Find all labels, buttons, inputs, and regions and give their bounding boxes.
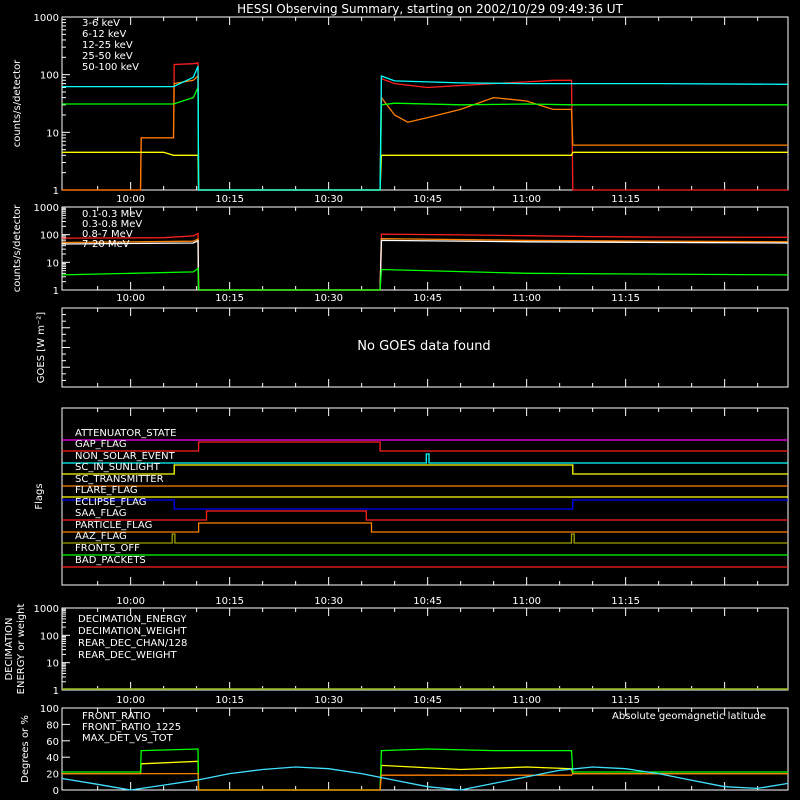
ratio-ylabel: Degrees or % [20,715,31,783]
flag-line-AAZ_FLAG [62,534,788,543]
legend-0.3-0.8MeV: 0.3-0.8 MeV [82,219,143,230]
y-tick-label: 10 [46,128,59,140]
flag-label-PARTICLE_FLAG: PARTICLE_FLAG [75,520,153,531]
y-tick-label: 10 [46,258,59,270]
flags-time-label: 10:15 [215,596,245,607]
decimation-time-label: 10:00 [116,695,146,706]
flag-label-NON_SOLAR_EVENT: NON_SOLAR_EVENT [75,451,175,462]
legend-0.8-7MeV: 0.8-7 MeV [82,229,133,240]
flags-time-label: 10:30 [314,596,344,607]
y-tick-label: 100 [39,230,59,242]
series-line-12-25keV [62,152,788,190]
flag-label-FLARE_FLAG: FLARE_FLAG [75,485,138,496]
series-line-7-20MeV [62,269,788,291]
lightcurve-time-label: 10:30 [314,194,344,205]
legend-DECIMATION_ENERGY: DECIMATION_ENERGY [78,614,187,625]
y-tick-label: 1 [52,686,59,697]
y-tick-label: 20 [46,769,59,781]
y-tick-label: 0 [52,786,59,797]
series-line-0.3-0.8MeV [62,239,788,290]
legend-MAX_DET_VS_TOT: MAX_DET_VS_TOT [82,733,173,744]
flag-label-ATTENUATOR_STATE: ATTENUATOR_STATE [75,428,177,439]
flag-label-SC_TRANSMITTER: SC_TRANSMITTER [75,474,164,485]
y-tick-label: 60 [46,736,59,748]
highenergy-time-label: 10:45 [413,293,443,304]
legend-50-100keV: 50-100 keV [82,62,140,73]
legend-6-12keV: 6-12 keV [82,29,127,40]
highenergy-panel-frame [62,207,788,290]
lightcurve-ylabel: counts/s/detector [12,59,23,148]
lightcurve-panel [12,13,788,197]
y-tick-label: 80 [46,720,59,732]
goes-no-data-message: No GOES data found [357,339,491,354]
legend-FRONT_RATIO: FRONT_RATIO [82,711,151,722]
legend-REAR_DEC_WEIGHT: REAR_DEC_WEIGHT [78,650,177,661]
figure-title: HESSI Observing Summary, starting on 2002/10/29 09:49:36 UT [237,2,623,16]
flags-ylabel: Flags [34,483,45,510]
lightcurve-time-label: 10:00 [116,194,146,205]
flags-time-label: 10:45 [413,596,443,607]
highenergy-ylabel: counts/s/detector [12,204,23,293]
flag-line-GAP_FLAG [62,442,788,451]
legend-0.1-0.3MeV: 0.1-0.3 MeV [82,209,143,220]
y-tick-label: 10 [46,658,59,670]
flags-time-label: 10:00 [116,596,146,607]
lightcurve-time-label: 10:15 [215,194,245,205]
series-line-Absolutegeomagneticlatitude [62,767,788,790]
y-tick-label: 100 [39,631,59,643]
flag-label-ECLIPSE_FLAG: ECLIPSE_FLAG [75,497,147,508]
legend-REAR_DEC_CHAN/128: REAR_DEC_CHAN/128 [78,638,188,649]
y-tick-label: 1 [52,286,59,297]
flag-label-AAZ_FLAG: AAZ_FLAG [75,531,127,542]
lightcurve-time-label: 11:15 [611,194,641,205]
ratio-annotation: Absolute geomagnetic latitude [612,711,766,722]
flags-time-label: 11:00 [512,596,542,607]
highenergy-time-label: 11:00 [512,293,542,304]
y-tick-label: 1000 [33,13,59,24]
decimation-time-label: 10:30 [314,695,344,706]
legend-DECIMATION_WEIGHT: DECIMATION_WEIGHT [78,626,187,637]
flag-label-FRONTS_OFF: FRONTS_OFF [75,543,140,554]
flag-line-PARTICLE_FLAG [62,523,788,532]
series-line-6-12keV [62,76,788,190]
flag-label-SC_IN_SUNLIGHT: SC_IN_SUNLIGHT [75,462,160,473]
decimation-time-label: 10:45 [413,695,443,706]
series-line-0.8-7MeV [62,240,788,290]
lightcurve-time-label: 11:00 [512,194,542,205]
series-line-MAX_DET_VS_TOT [62,774,788,790]
flag-label-SAA_FLAG: SAA_FLAG [75,508,127,519]
decimation-ylabel-1: DECIMATION [4,617,15,681]
y-tick-label: 40 [46,753,59,765]
decimation-time-label: 11:00 [512,695,542,706]
ratio-panel [20,704,788,797]
flags-panel [34,408,788,585]
highenergy-time-label: 10:15 [215,293,245,304]
legend-FRONT_RATIO_1225: FRONT_RATIO_1225 [82,722,182,733]
highenergy-time-label: 10:00 [116,293,146,304]
series-line-50-100keV [62,66,788,190]
lightcurve-time-label: 10:45 [413,194,443,205]
y-tick-label: 100 [39,704,59,715]
flag-line-SAA_FLAG [62,511,788,520]
y-tick-label: 100 [39,70,59,82]
legend-25-50keV: 25-50 keV [82,51,133,62]
flag-label-BAD_PACKETS: BAD_PACKETS [75,555,146,566]
decimation-time-label: 11:15 [611,695,641,706]
legend-3-6keV: 3-6 keV [82,18,120,29]
series-line-25-50keV [62,88,788,191]
y-tick-label: 1000 [33,604,59,615]
legend-12-25keV: 12-25 keV [82,40,133,51]
flag-line-ECLIPSE_FLAG [62,500,788,509]
y-tick-label: 1 [52,186,59,197]
highenergy-time-label: 10:30 [314,293,344,304]
decimation-ylabel-2: ENERGY or weight [16,603,27,695]
goes-ylabel: GOES [W m⁻²] [36,311,47,384]
legend-7-20MeV: 7-20 MeV [82,239,130,250]
highenergy-panel [12,203,788,297]
decimation-time-label: 10:15 [215,695,245,706]
decimation-panel [4,604,788,697]
flag-label-GAP_FLAG: GAP_FLAG [75,439,127,450]
flag-line-SC_IN_SUNLIGHT [62,465,788,474]
flags-time-label: 11:15 [611,596,641,607]
highenergy-time-label: 11:15 [611,293,641,304]
y-tick-label: 1000 [33,203,59,214]
